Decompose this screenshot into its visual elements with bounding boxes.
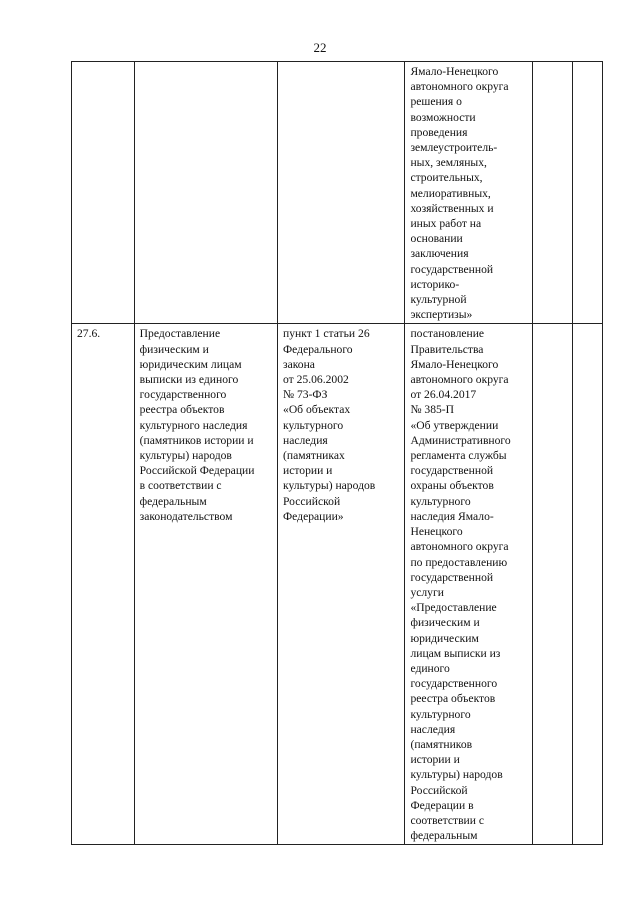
cell-number: 27.6. <box>72 324 135 845</box>
cell-legal-basis: пункт 1 статьи 26 Федерального закона от 25.06.2002 № 73-ФЗ «Об объектах культурного наследия (памятниках истории и культуры) народов Российской Федерации» <box>278 324 405 845</box>
cell-legal-basis <box>278 62 405 324</box>
cell-regulatory-act: постановление Правительства Ямало-Ненецкого автономного округа от 26.04.2017 № 385-П «Об утверждении Административного регламента службы государственной охраны объектов культурного наследия Ямало- Ненецкого автономного округа по предоставлению государственной услуги «Предоставление физическим и юридическим лицам выписки из единого государственного реестра объектов культурного наследия (памятников истории и культуры) народов Российской Федерации в соответствии с федеральным <box>405 324 532 845</box>
cell-service-name <box>134 62 277 324</box>
table-row <box>72 324 603 845</box>
cell-extra-1 <box>532 324 572 845</box>
page-number: 22 <box>313 40 327 55</box>
cell-extra-2 <box>573 324 603 845</box>
services-table <box>71 61 603 845</box>
cell-service-name: Предоставление физическим и юридическим лицам выписки из единого государственного реестра объектов культурного наследия (памятников истории и культуры) народов Российской Федерации в соответствии с федеральным законодательством <box>134 324 277 845</box>
cell-extra-1 <box>532 62 572 324</box>
cell-extra-2 <box>573 62 603 324</box>
cell-regulatory-act: Ямало-Ненецкого автономного округа решения о возможности проведения землеустроитель- ных, земляных, строительных, мелиоративных, хозяйственных и иных работ на основании заключения государственной историко- культурной экспертизы» <box>405 62 532 324</box>
cell-number <box>72 62 135 324</box>
table-row <box>72 62 603 324</box>
